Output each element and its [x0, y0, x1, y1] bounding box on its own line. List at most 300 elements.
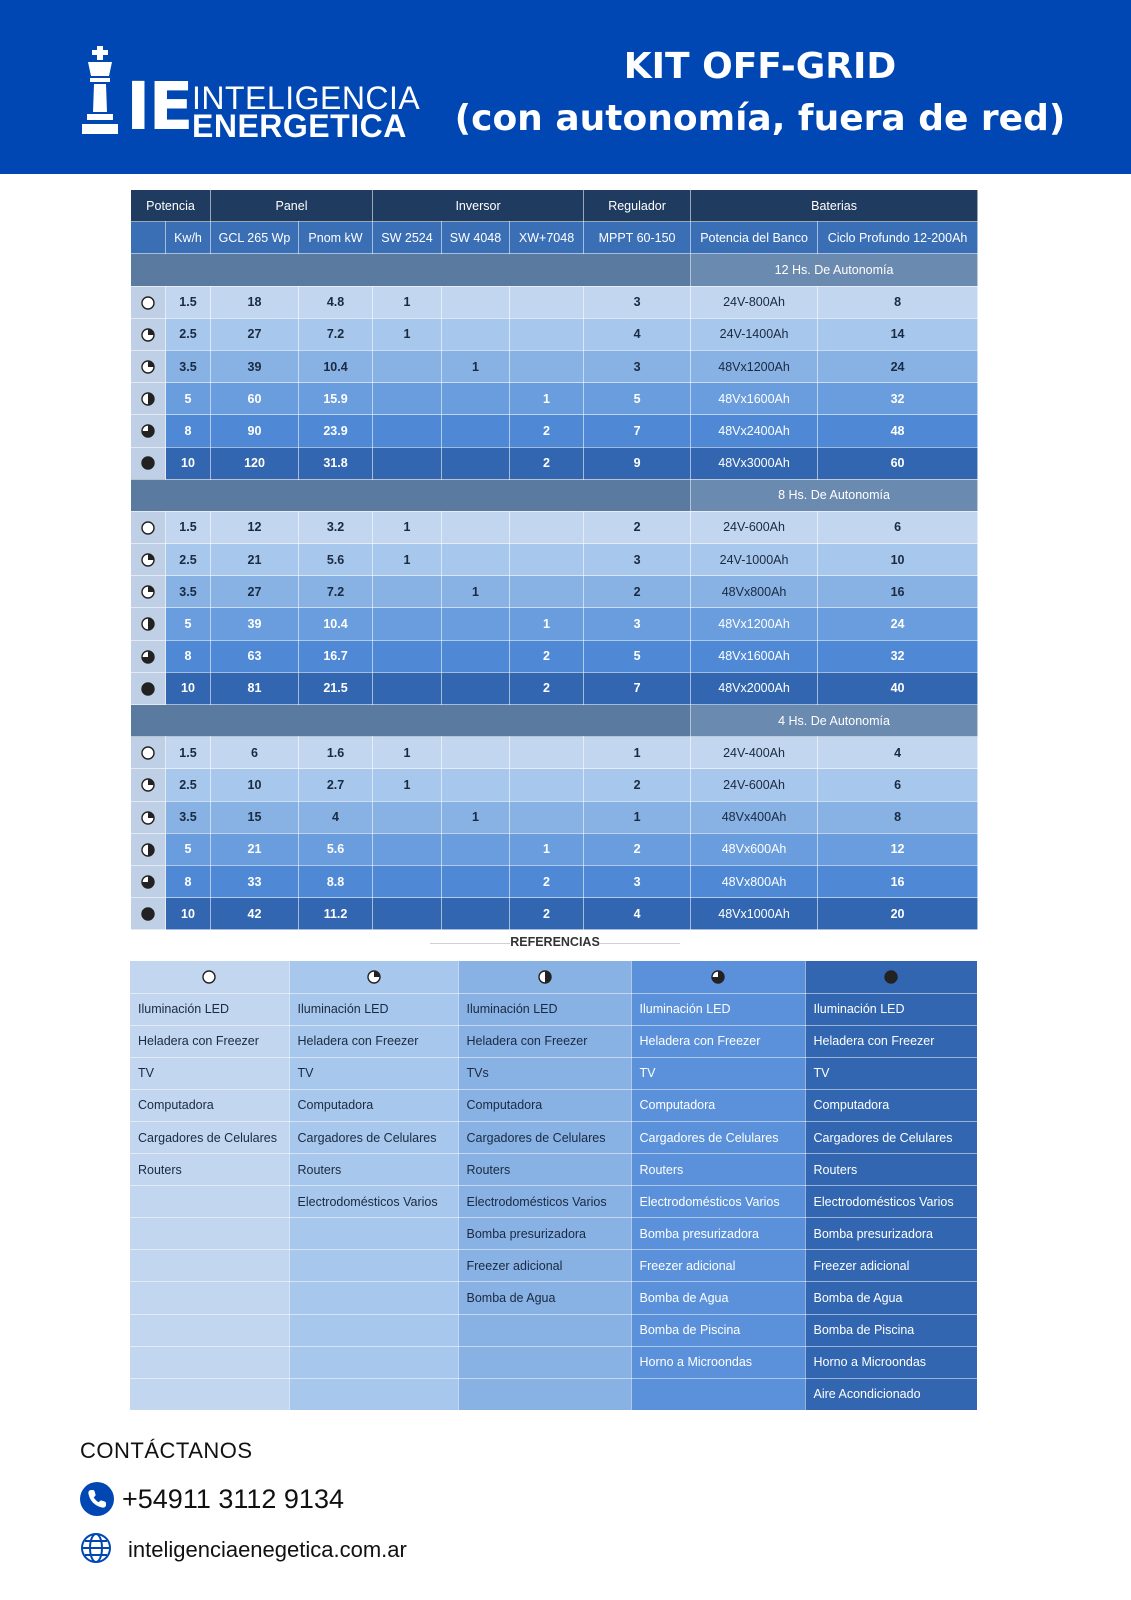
- reference-item: [289, 1250, 458, 1282]
- cell-sw2524: [373, 447, 442, 479]
- reference-item: TV: [805, 1057, 977, 1089]
- cell-bank: 24V-800Ah: [691, 286, 818, 318]
- cell-sw2524: [373, 865, 442, 897]
- level-pie-icon: [711, 970, 725, 984]
- level-pie-icon: [141, 424, 155, 438]
- reference-item: Routers: [458, 1154, 631, 1186]
- cell-sw4048: [442, 672, 510, 704]
- cell-pnom: 1.6: [299, 737, 373, 769]
- column-header-sw2524: SW 2524: [373, 222, 442, 254]
- references-row: [130, 1089, 977, 1121]
- cell-mppt: 1: [584, 737, 691, 769]
- cell-sw2524: [373, 833, 442, 865]
- level-icon-cell: [131, 511, 166, 543]
- globe-icon: [80, 1532, 112, 1564]
- cell-kwh: 10: [166, 672, 211, 704]
- table-row: [131, 383, 978, 415]
- references-row: [130, 1282, 977, 1314]
- cell-gcl: 18: [211, 286, 299, 318]
- chess-king-icon: [80, 46, 120, 138]
- cell-xw: 1: [510, 383, 584, 415]
- cell-mppt: 4: [584, 898, 691, 930]
- cell-pnom: 2.7: [299, 769, 373, 801]
- cell-mppt: 2: [584, 511, 691, 543]
- cell-gcl: 39: [211, 350, 299, 382]
- section-spacer: [131, 254, 691, 286]
- reference-item: Cargadores de Celulares: [458, 1121, 631, 1153]
- cell-mppt: 4: [584, 318, 691, 350]
- level-pie-icon: [141, 778, 155, 792]
- table-row: [131, 447, 978, 479]
- reference-item: [289, 1314, 458, 1346]
- reference-item: Routers: [805, 1154, 977, 1186]
- table-row: [131, 640, 978, 672]
- cell-pnom: 4.8: [299, 286, 373, 318]
- reference-item: Iluminación LED: [631, 993, 805, 1025]
- section-header-row: [131, 254, 978, 286]
- cell-ciclo: 40: [818, 672, 978, 704]
- cell-mppt: 2: [584, 769, 691, 801]
- level-pie-icon: [141, 456, 155, 470]
- cell-sw2524: 1: [373, 544, 442, 576]
- level-pie-icon: [884, 970, 898, 984]
- reference-item: Electrodomésticos Varios: [289, 1186, 458, 1218]
- cell-gcl: 63: [211, 640, 299, 672]
- level-icon-cell: [131, 350, 166, 382]
- cell-kwh: 5: [166, 833, 211, 865]
- cell-kwh: 2.5: [166, 544, 211, 576]
- reference-item: TVs: [458, 1057, 631, 1089]
- reference-item: Cargadores de Celulares: [631, 1121, 805, 1153]
- reference-item: Heladera con Freezer: [805, 1025, 977, 1057]
- cell-bank: 24V-1400Ah: [691, 318, 818, 350]
- section-spacer: [131, 479, 691, 511]
- company-logo: [80, 46, 421, 146]
- cell-bank: 48Vx800Ah: [691, 865, 818, 897]
- cell-xw: 1: [510, 833, 584, 865]
- cell-sw4048: 1: [442, 576, 510, 608]
- column-header-row: [131, 222, 978, 254]
- reference-item: Cargadores de Celulares: [289, 1121, 458, 1153]
- level-icon-cell: [131, 576, 166, 608]
- cell-sw4048: [442, 544, 510, 576]
- cell-ciclo: 12: [818, 833, 978, 865]
- group-header-panel: Panel: [211, 190, 373, 222]
- cell-mppt: 3: [584, 608, 691, 640]
- level-icon-cell: [131, 737, 166, 769]
- level-pie-icon: [141, 360, 155, 374]
- reference-item: Cargadores de Celulares: [805, 1121, 977, 1153]
- level-pie-icon: [141, 296, 155, 310]
- cell-sw4048: 1: [442, 801, 510, 833]
- cell-xw: [510, 737, 584, 769]
- reference-item: [130, 1186, 289, 1218]
- cell-mppt: 3: [584, 865, 691, 897]
- cell-sw4048: [442, 769, 510, 801]
- table-row: [131, 672, 978, 704]
- cell-kwh: 3.5: [166, 350, 211, 382]
- reference-item: Heladera con Freezer: [289, 1025, 458, 1057]
- cell-kwh: 5: [166, 383, 211, 415]
- table-row: [131, 608, 978, 640]
- cell-kwh: 8: [166, 415, 211, 447]
- cell-sw2524: [373, 383, 442, 415]
- cell-kwh: 10: [166, 447, 211, 479]
- table-row: [131, 286, 978, 318]
- level-icon-cell: [131, 383, 166, 415]
- references-row: [130, 1218, 977, 1250]
- reference-item: TV: [631, 1057, 805, 1089]
- cell-sw2524: [373, 350, 442, 382]
- reference-item: [130, 1346, 289, 1378]
- cell-mppt: 3: [584, 544, 691, 576]
- page-header: [0, 0, 1131, 174]
- references-row: [130, 1057, 977, 1089]
- references-row: [130, 1250, 977, 1282]
- cell-xw: 2: [510, 640, 584, 672]
- cell-gcl: 21: [211, 544, 299, 576]
- cell-kwh: 10: [166, 898, 211, 930]
- reference-item: [130, 1282, 289, 1314]
- cell-gcl: 90: [211, 415, 299, 447]
- cell-gcl: 42: [211, 898, 299, 930]
- cell-sw4048: 1: [442, 350, 510, 382]
- column-header-ciclo: Ciclo Profundo 12-200Ah: [818, 222, 978, 254]
- reference-level-cell: [130, 961, 289, 993]
- cell-mppt: 5: [584, 640, 691, 672]
- cell-ciclo: 20: [818, 898, 978, 930]
- reference-item: Iluminación LED: [289, 993, 458, 1025]
- cell-pnom: 5.6: [299, 544, 373, 576]
- reference-item: Routers: [130, 1154, 289, 1186]
- cell-mppt: 2: [584, 833, 691, 865]
- reference-item: Freezer adicional: [631, 1250, 805, 1282]
- cell-pnom: 11.2: [299, 898, 373, 930]
- cell-gcl: 81: [211, 672, 299, 704]
- cell-mppt: 3: [584, 286, 691, 318]
- reference-item: Bomba presurizadora: [805, 1218, 977, 1250]
- cell-mppt: 7: [584, 415, 691, 447]
- cell-kwh: 1.5: [166, 511, 211, 543]
- table-row: [131, 737, 978, 769]
- level-icon-cell: [131, 833, 166, 865]
- cell-xw: [510, 511, 584, 543]
- section-label: 12 Hs. De Autonomía: [691, 254, 978, 286]
- cell-kwh: 5: [166, 608, 211, 640]
- references-row: [130, 1346, 977, 1378]
- cell-sw2524: 1: [373, 769, 442, 801]
- reference-item: [130, 1250, 289, 1282]
- group-header-row: [131, 190, 978, 222]
- table-row: [131, 898, 978, 930]
- cell-sw4048: [442, 286, 510, 318]
- cell-pnom: 21.5: [299, 672, 373, 704]
- references-row: [130, 1121, 977, 1153]
- references-table: [130, 961, 978, 1411]
- cell-bank: 24V-600Ah: [691, 769, 818, 801]
- cell-sw2524: [373, 576, 442, 608]
- logo-word-1: INTELIGENCIA: [192, 80, 421, 116]
- cell-ciclo: 6: [818, 511, 978, 543]
- reference-item: Routers: [289, 1154, 458, 1186]
- cell-sw4048: [442, 511, 510, 543]
- cell-xw: 2: [510, 865, 584, 897]
- reference-item: Electrodomésticos Varios: [805, 1186, 977, 1218]
- section-label: 8 Hs. De Autonomía: [691, 479, 978, 511]
- reference-item: Routers: [631, 1154, 805, 1186]
- references-row: [130, 993, 977, 1025]
- cell-ciclo: 16: [818, 865, 978, 897]
- level-icon-cell: [131, 865, 166, 897]
- cell-ciclo: 60: [818, 447, 978, 479]
- table-row: [131, 350, 978, 382]
- group-header-regulador: Regulador: [584, 190, 691, 222]
- cell-sw2524: [373, 608, 442, 640]
- level-pie-icon: [538, 970, 552, 984]
- section-spacer: [131, 705, 691, 737]
- cell-ciclo: 48: [818, 415, 978, 447]
- cell-sw2524: 1: [373, 286, 442, 318]
- cell-ciclo: 24: [818, 350, 978, 382]
- level-icon-cell: [131, 608, 166, 640]
- cell-pnom: 31.8: [299, 447, 373, 479]
- references-row: [130, 1154, 977, 1186]
- column-header-pnom: Pnom kW: [299, 222, 373, 254]
- level-pie-icon: [202, 970, 216, 984]
- cell-pnom: 4: [299, 801, 373, 833]
- reference-item: [289, 1346, 458, 1378]
- cell-bank: 48Vx2000Ah: [691, 672, 818, 704]
- cell-xw: [510, 286, 584, 318]
- cell-gcl: 60: [211, 383, 299, 415]
- cell-kwh: 3.5: [166, 801, 211, 833]
- cell-bank: 48Vx1000Ah: [691, 898, 818, 930]
- table-row: [131, 511, 978, 543]
- reference-level-cell: [631, 961, 805, 993]
- level-icon-cell: [131, 286, 166, 318]
- level-icon-cell: [131, 898, 166, 930]
- level-pie-icon: [141, 553, 155, 567]
- cell-pnom: 10.4: [299, 608, 373, 640]
- cell-gcl: 12: [211, 511, 299, 543]
- references-row: [130, 1186, 977, 1218]
- reference-item: TV: [130, 1057, 289, 1089]
- cell-bank: 48Vx1200Ah: [691, 350, 818, 382]
- reference-level-cell: [805, 961, 977, 993]
- level-pie-icon: [141, 843, 155, 857]
- cell-sw4048: [442, 865, 510, 897]
- cell-pnom: 10.4: [299, 350, 373, 382]
- cell-gcl: 33: [211, 865, 299, 897]
- cell-bank: 48Vx600Ah: [691, 833, 818, 865]
- cell-pnom: 7.2: [299, 576, 373, 608]
- column-header-sw4048: SW 4048: [442, 222, 510, 254]
- page-subtitle: (con autonomía, fuera de red): [454, 98, 1066, 139]
- group-header-baterias: Baterias: [691, 190, 978, 222]
- reference-item: [289, 1282, 458, 1314]
- reference-item: TV: [289, 1057, 458, 1089]
- cell-sw2524: 1: [373, 737, 442, 769]
- reference-item: Bomba de Agua: [631, 1282, 805, 1314]
- reference-item: Freezer adicional: [458, 1250, 631, 1282]
- level-icon-cell: [131, 318, 166, 350]
- cell-xw: 1: [510, 608, 584, 640]
- level-pie-icon: [367, 970, 381, 984]
- column-header-mppt: MPPT 60-150: [584, 222, 691, 254]
- cell-pnom: 23.9: [299, 415, 373, 447]
- cell-bank: 24V-400Ah: [691, 737, 818, 769]
- level-pie-icon: [141, 617, 155, 631]
- reference-item: Bomba de Agua: [805, 1282, 977, 1314]
- cell-mppt: 9: [584, 447, 691, 479]
- table-row: [131, 576, 978, 608]
- cell-ciclo: 24: [818, 608, 978, 640]
- cell-xw: 2: [510, 447, 584, 479]
- cell-mppt: 5: [584, 383, 691, 415]
- cell-ciclo: 16: [818, 576, 978, 608]
- level-icon-cell: [131, 640, 166, 672]
- column-header-gcl: GCL 265 Wp: [211, 222, 299, 254]
- level-icon-cell: [131, 672, 166, 704]
- group-header-inversor: Inversor: [373, 190, 584, 222]
- cell-ciclo: 32: [818, 640, 978, 672]
- cell-sw2524: [373, 640, 442, 672]
- reference-item: Computadora: [458, 1089, 631, 1121]
- reference-item: [458, 1314, 631, 1346]
- cell-pnom: 5.6: [299, 833, 373, 865]
- level-pie-icon: [141, 746, 155, 760]
- cell-bank: 48Vx1600Ah: [691, 640, 818, 672]
- cell-sw4048: [442, 898, 510, 930]
- kit-table: [130, 189, 978, 930]
- cell-sw2524: [373, 415, 442, 447]
- cell-sw2524: [373, 672, 442, 704]
- logo-ie: IE: [126, 68, 192, 145]
- cell-sw2524: 1: [373, 318, 442, 350]
- cell-gcl: 27: [211, 318, 299, 350]
- reference-item: Computadora: [805, 1089, 977, 1121]
- reference-item: [130, 1314, 289, 1346]
- table-row: [131, 415, 978, 447]
- table-row: [131, 833, 978, 865]
- group-header-potencia: Potencia: [131, 190, 211, 222]
- reference-item: [458, 1378, 631, 1410]
- reference-level-cell: [458, 961, 631, 993]
- table-row: [131, 769, 978, 801]
- column-header-bank: Potencia del Banco: [691, 222, 818, 254]
- level-icon-cell: [131, 544, 166, 576]
- cell-ciclo: 10: [818, 544, 978, 576]
- references-row: [130, 1314, 977, 1346]
- cell-gcl: 15: [211, 801, 299, 833]
- level-icon-cell: [131, 801, 166, 833]
- level-pie-icon: [141, 682, 155, 696]
- level-icon-cell: [131, 769, 166, 801]
- phone-icon: [80, 1482, 114, 1516]
- references-row: [130, 1378, 977, 1410]
- reference-item: Horno a Microondas: [631, 1346, 805, 1378]
- cell-kwh: 1.5: [166, 286, 211, 318]
- section-label: 4 Hs. De Autonomía: [691, 705, 978, 737]
- table-row: [131, 801, 978, 833]
- cell-pnom: 3.2: [299, 511, 373, 543]
- level-pie-icon: [141, 907, 155, 921]
- cell-sw4048: [442, 833, 510, 865]
- cell-ciclo: 8: [818, 801, 978, 833]
- cell-xw: [510, 318, 584, 350]
- level-icon-cell: [131, 447, 166, 479]
- cell-ciclo: 32: [818, 383, 978, 415]
- reference-item: [130, 1378, 289, 1410]
- cell-sw4048: [442, 640, 510, 672]
- phone-number[interactable]: +54911 3112 9134: [122, 1484, 344, 1514]
- cell-pnom: 16.7: [299, 640, 373, 672]
- cell-sw4048: [442, 737, 510, 769]
- reference-item: Heladera con Freezer: [631, 1025, 805, 1057]
- reference-item: Bomba de Agua: [458, 1282, 631, 1314]
- reference-item: Iluminación LED: [805, 993, 977, 1025]
- cell-pnom: 15.9: [299, 383, 373, 415]
- cell-pnom: 7.2: [299, 318, 373, 350]
- logo-word-2: ENERGETICA: [192, 108, 407, 144]
- level-icon-cell: [131, 415, 166, 447]
- reference-item: Bomba presurizadora: [631, 1218, 805, 1250]
- cell-bank: 24V-600Ah: [691, 511, 818, 543]
- cell-pnom: 8.8: [299, 865, 373, 897]
- cell-sw2524: 1: [373, 511, 442, 543]
- reference-item: Computadora: [130, 1089, 289, 1121]
- level-pie-icon: [141, 585, 155, 599]
- column-header-xw7048: XW+7048: [510, 222, 584, 254]
- cell-mppt: 7: [584, 672, 691, 704]
- reference-item: Bomba de Piscina: [805, 1314, 977, 1346]
- cell-xw: [510, 576, 584, 608]
- reference-item: Bomba presurizadora: [458, 1218, 631, 1250]
- reference-item: Computadora: [631, 1089, 805, 1121]
- cell-bank: 48Vx1600Ah: [691, 383, 818, 415]
- cell-kwh: 8: [166, 640, 211, 672]
- cell-xw: [510, 769, 584, 801]
- cell-gcl: 39: [211, 608, 299, 640]
- reference-item: [289, 1218, 458, 1250]
- reference-item: Horno a Microondas: [805, 1346, 977, 1378]
- reference-level-cell: [289, 961, 458, 993]
- cell-sw4048: [442, 318, 510, 350]
- website-link[interactable]: inteligenciaenegetica.com.ar: [128, 1537, 407, 1562]
- cell-ciclo: 14: [818, 318, 978, 350]
- reference-item: Heladera con Freezer: [130, 1025, 289, 1057]
- cell-sw4048: [442, 447, 510, 479]
- cell-kwh: 1.5: [166, 737, 211, 769]
- cell-gcl: 6: [211, 737, 299, 769]
- section-header-row: [131, 705, 978, 737]
- cell-sw4048: [442, 383, 510, 415]
- references-row: [130, 1025, 977, 1057]
- cell-kwh: 2.5: [166, 769, 211, 801]
- cell-gcl: 21: [211, 833, 299, 865]
- reference-item: [458, 1346, 631, 1378]
- reference-item: Bomba de Piscina: [631, 1314, 805, 1346]
- cell-bank: 48Vx400Ah: [691, 801, 818, 833]
- reference-item: Electrodomésticos Varios: [631, 1186, 805, 1218]
- cell-kwh: 3.5: [166, 576, 211, 608]
- cell-xw: [510, 544, 584, 576]
- cell-kwh: 8: [166, 865, 211, 897]
- cell-ciclo: 4: [818, 737, 978, 769]
- cell-kwh: 2.5: [166, 318, 211, 350]
- column-header-icon: [131, 222, 166, 254]
- reference-item: Heladera con Freezer: [458, 1025, 631, 1057]
